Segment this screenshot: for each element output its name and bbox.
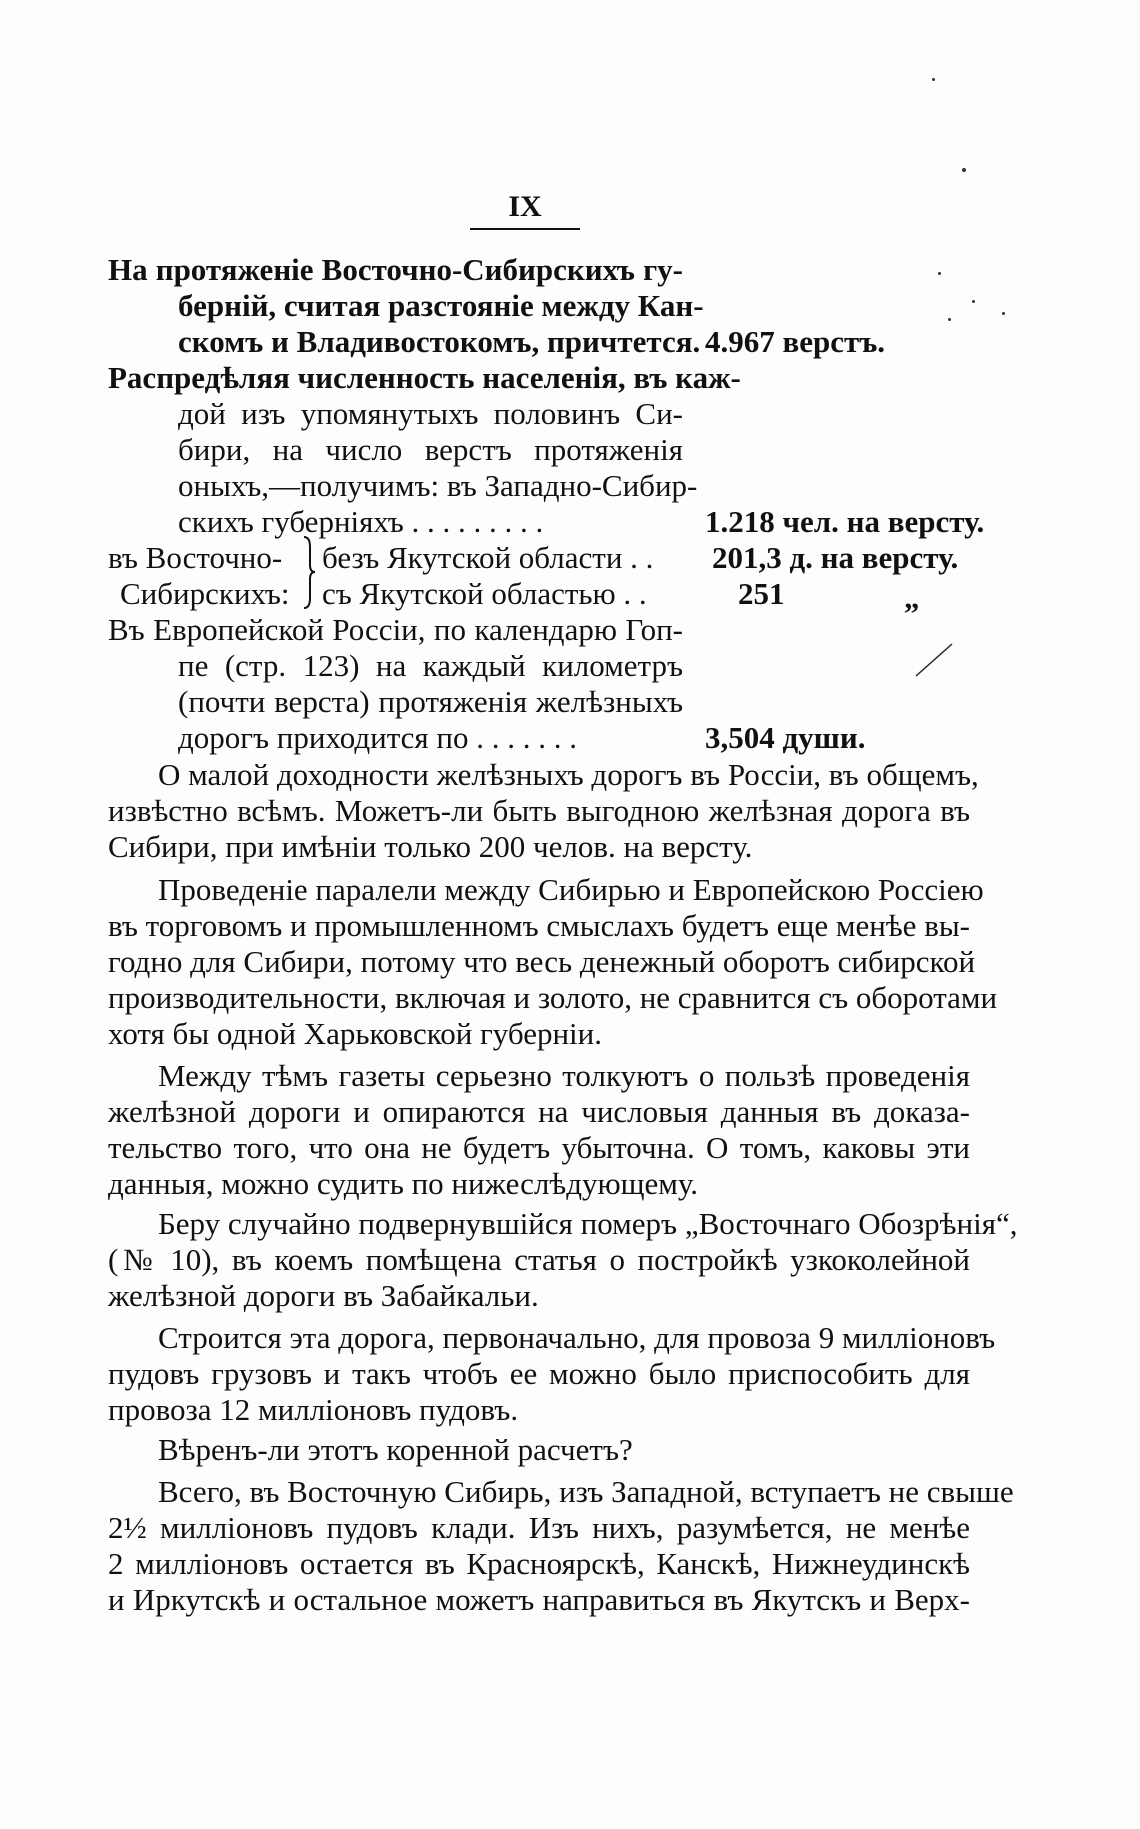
table-line: Распредѣляя численность населенія, въ каж- (108, 360, 741, 395)
table-line: дорогъ приходится по . . . . . . . (178, 720, 578, 755)
table-value: 4.967 верстъ. (705, 324, 886, 359)
scan-speck (962, 168, 966, 172)
table-line: пе (стр. 123) на каждый километръ (178, 648, 683, 683)
scan-mark (912, 640, 956, 680)
paragraph-line: производительности, включая и золото, не сравнится съ оборотами (108, 980, 998, 1015)
paragraph-line: 2½ милліоновъ пудовъ клади. Изъ нихъ, разумѣется, не менѣе (108, 1510, 970, 1545)
table-line: дой изъ упомянутыхъ половинъ Си- (178, 396, 683, 431)
paragraph-line: тельство того, что она не будетъ убыточна. О томъ, каковы эти (108, 1130, 970, 1165)
brace-label: въ Восточно- (108, 540, 283, 575)
paragraph-line: Всего, въ Восточную Сибирь, изъ Западной, вступаетъ не свыше (158, 1474, 1014, 1509)
paragraph-line: провоза 12 милліоновъ пудовъ. (108, 1392, 519, 1427)
scan-speck (932, 78, 935, 81)
table-value: 201,3 д. на версту. (712, 540, 959, 575)
ditto-mark: „ (904, 580, 920, 615)
paragraph-line: О малой доходности желѣзныхъ дорогъ въ Россіи, въ общемъ, (158, 757, 979, 792)
paragraph-line: годно для Сибири, потому что весь денежный оборотъ сибирской (108, 944, 976, 979)
scan-speck (938, 272, 941, 275)
scan-speck (1002, 312, 1005, 315)
table-line: На протяженіе Восточно-Сибирскихъ гу- (108, 252, 683, 287)
table-value: 1.218 чел. на версту. (705, 504, 985, 539)
paragraph-line: 2 милліоновъ остается въ Красноярскѣ, Канскѣ, Нижнеудинскѣ (108, 1546, 970, 1581)
paragraph-line: пудовъ грузовъ и такъ чтобъ ее можно было приспособить для (108, 1356, 970, 1391)
paragraph-line: (№ 10), въ коемъ помѣщена статья о постройкѣ узкоколейной (108, 1242, 970, 1277)
paragraph-line: желѣзной дороги въ Забайкальи. (108, 1278, 539, 1313)
paragraph-line: въ торговомъ и промышленномъ смыслахъ будетъ еще менѣе вы- (108, 908, 970, 943)
table-line: скомъ и Владивостокомъ, причтется. (178, 324, 701, 359)
paragraph-line: Между тѣмъ газеты серьезно толкуютъ о пользѣ проведенія (158, 1058, 970, 1093)
paragraph-line: и Иркутскѣ и остальное можетъ направиться въ Якутскъ и Верх- (108, 1582, 970, 1617)
curly-brace (300, 535, 316, 610)
table-line: съ Якутской областью . . (322, 576, 647, 611)
table-line: Въ Европейской Россіи, по календарю Гоп- (108, 612, 683, 647)
brace-label: Сибирскихъ: (120, 576, 290, 611)
scan-speck (948, 318, 951, 321)
paragraph-line: хотя бы одной Харьковской губерніи. (108, 1016, 603, 1051)
scan-speck (972, 300, 975, 303)
table-line: бири, на число верстъ протяженія (178, 432, 683, 467)
table-line: скихъ губерніяхъ . . . . . . . . . (178, 504, 544, 539)
paragraph-line: Беру случайно подвернувшійся померъ „Восточнаго Обозрѣнія“, (158, 1206, 1018, 1241)
paragraph-line: Сибири, при имѣніи только 200 челов. на версту. (108, 829, 753, 864)
paragraph-line: желѣзной дороги и опираются на числовыя данныя въ доказа- (108, 1094, 970, 1129)
table-line: берній, считая разстояніе между Кан- (178, 288, 704, 323)
paragraph-line: Строится эта дорога, первоначально, для провоза 9 милліоновъ (158, 1320, 996, 1355)
page-number-rule (470, 228, 580, 230)
table-value: 3,504 души. (705, 720, 866, 755)
paragraph-line: Вѣренъ-ли этотъ коренной расчетъ? (158, 1432, 633, 1467)
paragraph-line: Проведеніе паралели между Сибирью и Европейскою Россіею (158, 872, 984, 907)
table-value: 251 (738, 576, 785, 611)
table-line: безъ Якутской области . . (322, 540, 654, 575)
table-line: оныхъ,—получимъ: въ Западно-Сибир- (178, 468, 698, 503)
page-number: IX (508, 190, 542, 223)
paragraph-line: данныя, можно судить по нижеслѣдующему. (108, 1166, 699, 1201)
paragraph-line: извѣстно всѣмъ. Можетъ-ли быть выгодною желѣзная дорога въ (108, 793, 970, 828)
table-line: (почти верста) протяженія желѣзныхъ (178, 684, 683, 719)
